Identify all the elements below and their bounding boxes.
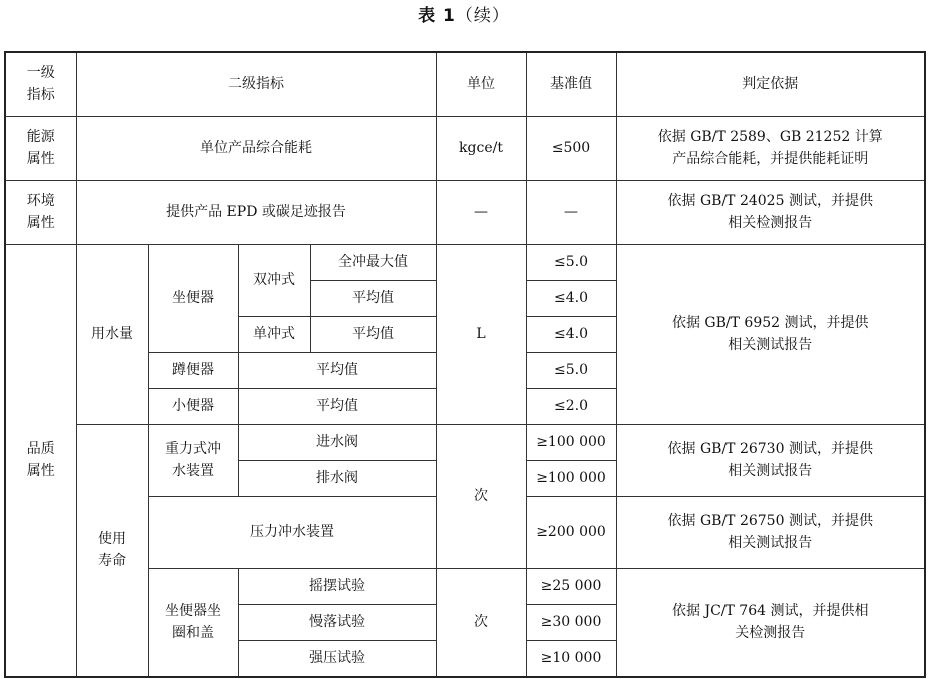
gravity-basis: 依据 GB/T 26730 测试，并提供 相关测试报告 [616, 424, 925, 496]
press-test-label: 强压试验 [238, 640, 436, 677]
header-unit: 单位 [436, 52, 526, 116]
single-avg-label: 平均值 [310, 316, 436, 352]
water-basis: 依据 GB/T 6952 测试，并提供 相关测试报告 [616, 244, 925, 424]
header-basis: 判定依据 [616, 52, 925, 116]
service-life-label: 使用 寿命 [76, 424, 148, 677]
full-max-label: 全冲最大值 [310, 244, 436, 280]
gravity-flush-label: 重力式冲 水装置 [148, 424, 238, 496]
energy-baseline: ≤500 [526, 116, 616, 180]
seat-basis: 依据 JC/T 764 测试，并提供相 关检测报告 [616, 568, 925, 677]
environment-baseline: — [526, 180, 616, 244]
indicator-table [4, 51, 926, 678]
dual-flush-label: 双冲式 [238, 244, 310, 316]
urinal-baseline: ≤2.0 [526, 388, 616, 424]
pressure-flush-label: 压力冲水装置 [148, 496, 436, 568]
inlet-valve-baseline: ≥100 000 [526, 424, 616, 460]
swing-test-baseline: ≥25 000 [526, 568, 616, 604]
environment-row [5, 180, 925, 244]
squat-sub-label: 平均值 [238, 352, 436, 388]
press-test-baseline: ≥10 000 [526, 640, 616, 677]
full-max-baseline: ≤5.0 [526, 244, 616, 280]
pressure-basis: 依据 GB/T 26750 测试，并提供 相关测试报告 [616, 496, 925, 568]
energy-indicator: 单位产品综合能耗 [76, 116, 436, 180]
seat-cover-label: 坐便器坐 圈和盖 [148, 568, 238, 677]
header-baseline: 基准值 [526, 52, 616, 116]
table-row [5, 244, 925, 280]
urinal-label: 小便器 [148, 388, 238, 424]
inlet-valve-label: 进水阀 [238, 424, 436, 460]
caption-suffix: （续） [455, 6, 510, 26]
header-level2: 二级指标 [76, 52, 436, 116]
swing-test-label: 摇摆试验 [238, 568, 436, 604]
pressure-flush-baseline: ≥200 000 [526, 496, 616, 568]
squat-baseline: ≤5.0 [526, 352, 616, 388]
water-unit: L [436, 244, 526, 424]
dual-avg-label: 平均值 [310, 280, 436, 316]
quality-category: 品质 属性 [5, 244, 76, 677]
environment-indicator: 提供产品 EPD 或碳足迹报告 [76, 180, 436, 244]
life-unit-1: 次 [436, 424, 526, 568]
outlet-valve-label: 排水阀 [238, 460, 436, 496]
environment-basis: 依据 GB/T 24025 测试，并提供 相关检测报告 [616, 180, 925, 244]
header-row [5, 52, 925, 116]
drop-test-label: 慢落试验 [238, 604, 436, 640]
header-level1: 一级 指标 [5, 52, 76, 116]
caption-main: 表 1 [418, 6, 456, 26]
table-caption [0, 4, 928, 28]
toilet-label: 坐便器 [148, 244, 238, 352]
environment-unit: — [436, 180, 526, 244]
environment-category: 环境 属性 [5, 180, 76, 244]
energy-row [5, 116, 925, 180]
energy-basis: 依据 GB/T 2589、GB 21252 计算 产品综合能耗，并提供能耗证明 [616, 116, 925, 180]
energy-category: 能源 属性 [5, 116, 76, 180]
life-unit-2: 次 [436, 568, 526, 677]
single-avg-baseline: ≤4.0 [526, 316, 616, 352]
table-row [5, 424, 925, 460]
dual-avg-baseline: ≤4.0 [526, 280, 616, 316]
urinal-sub-label: 平均值 [238, 388, 436, 424]
energy-unit: kgce/t [436, 116, 526, 180]
drop-test-baseline: ≥30 000 [526, 604, 616, 640]
single-flush-label: 单冲式 [238, 316, 310, 352]
squat-label: 蹲便器 [148, 352, 238, 388]
water-usage-label: 用水量 [76, 244, 148, 424]
outlet-valve-baseline: ≥100 000 [526, 460, 616, 496]
